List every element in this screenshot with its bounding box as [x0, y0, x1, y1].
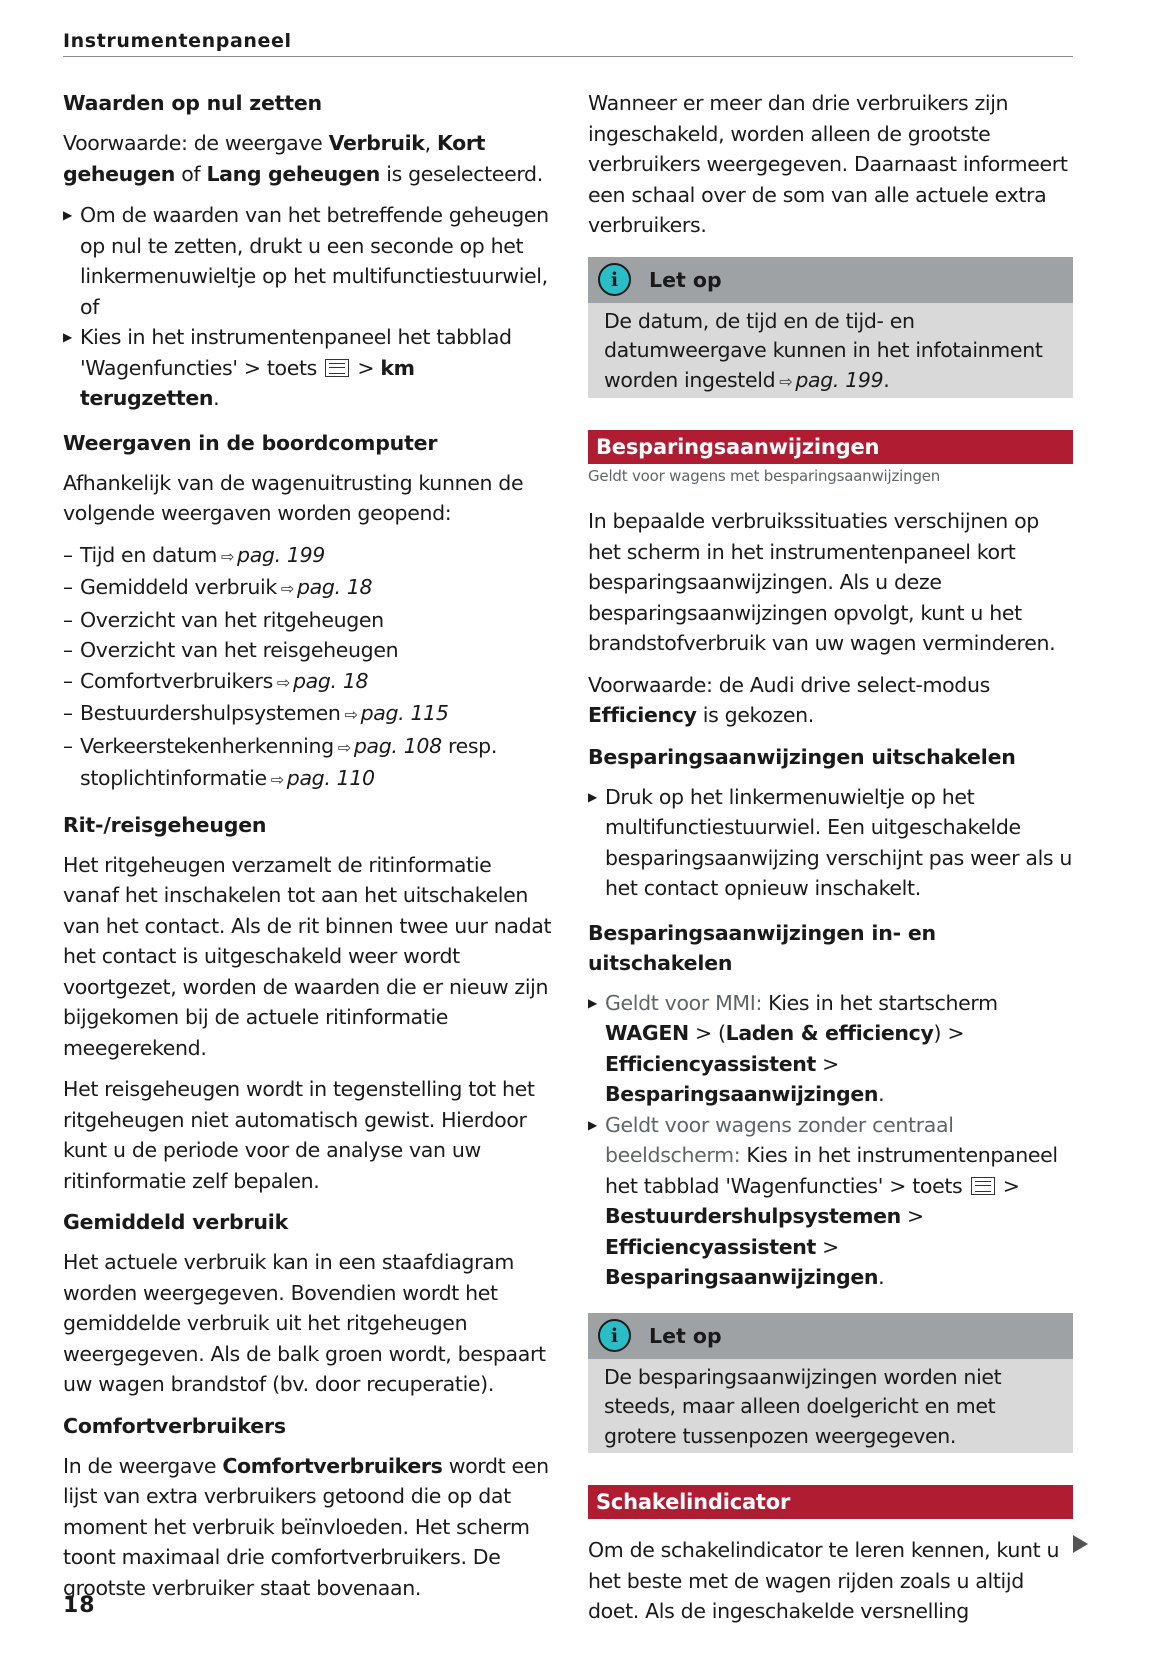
list-item: – Bestuurdershulpsystemen ⇨ pag. 115: [63, 701, 449, 725]
section-bar-savings: Besparingsaanwijzingen: [588, 430, 1073, 464]
section-bar-shift: Schakelindicator: [588, 1485, 1073, 1519]
page-ref-link[interactable]: pag. 199: [795, 367, 884, 392]
list-item: – Comfortverbruikers ⇨ pag. 18: [63, 668, 369, 693]
avg-p: Het actuele verbruik kan in een staafdiagram worden weergegeven. Bovendien wordt het gemiddelde verbruik uit het ritgeheugen weergegeven. Als de balk groen wordt, bespaart uw wagen brandstof (bv. door recuperatie).: [63, 1250, 546, 1396]
savings-off-steps: [588, 782, 1073, 904]
note-header: [588, 1313, 1073, 1359]
note-body: De datum, de tijd en de tijd- en datumweergave kunnen in het infotainment worden ingesteld ⇨ pag. 199.: [588, 303, 1073, 399]
menu-key-icon: [325, 359, 349, 377]
page-ref-link[interactable]: pag. 110: [286, 766, 375, 790]
page-ref-link[interactable]: pag. 18: [296, 575, 373, 599]
ref-arrow-icon: ⇨: [779, 371, 793, 391]
note-box-2: [588, 1313, 1073, 1454]
ref-arrow-icon: ⇨: [276, 672, 290, 692]
heading-memory: Rit-/reisgeheugen: [63, 812, 267, 837]
displays-intro: Afhankelijk van de wagenuitrusting kunnen de volgende weergaven worden geopend:: [63, 470, 524, 525]
left-column: [63, 88, 553, 1614]
ref-arrow-icon: ⇨: [220, 546, 235, 566]
page-ref-link[interactable]: pag. 108: [353, 733, 442, 758]
page-ref-link[interactable]: pag. 199: [237, 542, 325, 567]
heading-savings-off: Besparingsaanwijzingen uitschakelen: [588, 744, 1016, 769]
heading-avg: Gemiddeld verbruik: [63, 1210, 289, 1234]
list-item: – Gemiddeld verbruik ⇨ pag. 18: [63, 575, 373, 599]
continue-arrow-icon: [1073, 1535, 1088, 1553]
ref-arrow-icon: ⇨: [270, 770, 284, 789]
heading-savings-onoff: Besparingsaanwijzingen in- en uitschakelen: [588, 920, 936, 975]
reset-step-2: ▶ Kies in het instrumentenpaneel het tabblad 'Wagenfuncties' > toets > km terugzetten.: [63, 322, 553, 414]
bullet-triangle-icon: ▶: [588, 995, 597, 1010]
bullet-triangle-icon: ▶: [63, 330, 72, 344]
note-body: De besparingsaanwijzingen worden niet steeds, maar alleen doelgericht en met grotere tussenpozen weergegeven.: [588, 1359, 1073, 1454]
heading-displays: Weergaven in de boordcomputer: [63, 430, 438, 455]
note-title: Let op: [649, 267, 722, 292]
comfort-p: In de weergave Comfortverbruikers wordt een lijst van extra verbruikers getoond die op dat moment het verbruik beïnvloeden. Het scherm toont maximaal drie comfortverbruikers. De grootste verbruiker staat bovenaan.: [63, 1453, 549, 1600]
savings-p1: In bepaalde verbruikssituaties verschijnen op het scherm in het instrumentenpaneel kort besparingsaanwijzingen. Als u deze besparingsaanwijzingen opvolgt, kunt u het brandstofverbruik van uw wagen verminderen.: [588, 509, 1056, 655]
savings-onoff-steps: [588, 988, 1073, 1293]
menu-key-icon: [971, 1177, 995, 1195]
savings-onoff-step-nodisplay: ▶ Geldt voor wagens zonder centraal beeldscherm: Kies in het instrumentenpaneel het tabblad 'Wagenfuncties' > toets > Bestuurdershulpsystemen > Efficiencyassistent > Besparingsaanwijzingen.: [588, 1110, 1073, 1293]
reset-steps: [63, 200, 553, 414]
page-ref-link[interactable]: pag. 115: [360, 701, 449, 725]
ref-arrow-icon: ⇨: [280, 579, 294, 598]
reset-condition: Voorwaarde: de weergave Verbruik, Kort geheugen of Lang geheugen is geselecteerd.: [63, 131, 543, 186]
displays-list: [63, 540, 553, 796]
heading-reset: Waarden op nul zetten: [63, 91, 322, 115]
running-header: [63, 30, 1073, 57]
info-icon: i: [598, 263, 631, 296]
note-box-1: [588, 257, 1073, 399]
info-icon: i: [598, 1319, 631, 1352]
memory-p2: Het reisgeheugen wordt in tegenstelling tot het ritgeheugen niet automatisch gewist. Hierdoor kunt u de periode voor de analyse van uw ritinformatie zelf bepalen.: [63, 1077, 535, 1193]
shift-p: Om de schakelindicator te leren kennen, kunt u het beste met de wagen rijden zoals u altijd doet. Als de ingeschakelde versnelling: [588, 1538, 1060, 1623]
list-item: – Overzicht van het reisgeheugen: [63, 638, 399, 662]
bullet-triangle-icon: ▶: [588, 1117, 597, 1132]
ref-arrow-icon: ⇨: [337, 737, 351, 757]
savings-onoff-step-mmi: ▶ Geldt voor MMI: Kies in het startscherm WAGEN > (Laden & efficiency) > Efficiencyassistent > Besparingsaanwijzingen.: [588, 988, 1073, 1110]
heading-comfort: Comfortverbruikers: [63, 1413, 286, 1438]
memory-p1: Het ritgeheugen verzamelt de ritinformatie vanaf het inschakelen tot aan het uitschakelen van het contact. Als de rit binnen twee uur nadat het contact is uitgeschakeld weer wordt voortgezet, worden de waarden die er nieuw zijn bijgekomen bij de actuele ritinformatie meegerekend.: [63, 852, 552, 1060]
list-item: – Tijd en datum ⇨ pag. 199: [63, 542, 325, 567]
ref-arrow-icon: ⇨: [344, 705, 358, 724]
applies-to: Geldt voor wagens met besparingsaanwijzingen: [588, 467, 941, 485]
bullet-triangle-icon: ▶: [588, 789, 597, 804]
reset-step-1: ▶ Om de waarden van het betreffende geheugen op nul te zetten, drukt u een seconde op het linkermenuwieltje op het multifunctiestuurwiel, of: [63, 200, 553, 322]
page-number: 18: [63, 1593, 96, 1618]
bullet-triangle-icon: ▶: [63, 208, 72, 222]
note-title: Let op: [649, 1323, 722, 1348]
page-ref-link[interactable]: pag. 18: [292, 668, 369, 693]
note-header: [588, 257, 1073, 303]
header-title: Instrumentenpaneel: [63, 30, 292, 52]
list-item: – Verkeerstekenherkenning ⇨ pag. 108 resp. stoplichtinformatie ⇨ pag. 110: [63, 733, 498, 790]
savings-condition: Voorwaarde: de Audi drive select-modus Efficiency is gekozen.: [588, 672, 990, 727]
list-item: – Overzicht van het ritgeheugen: [63, 607, 384, 632]
right-column: [588, 88, 1073, 1638]
savings-off-step: ▶ Druk op het linkermenuwieltje op het multifunctiestuurwiel. Een uitgeschakelde besparingsaanwijzing verschijnt pas weer als u het contact opnieuw inschakelt.: [588, 782, 1073, 904]
comfort-continued: Wanneer er meer dan drie verbruikers zijn ingeschakeld, worden alleen de grootste verbruikers weergegeven. Daarnaast informeert een schaal over de som van alle actuele extra verbruikers.: [588, 91, 1068, 237]
